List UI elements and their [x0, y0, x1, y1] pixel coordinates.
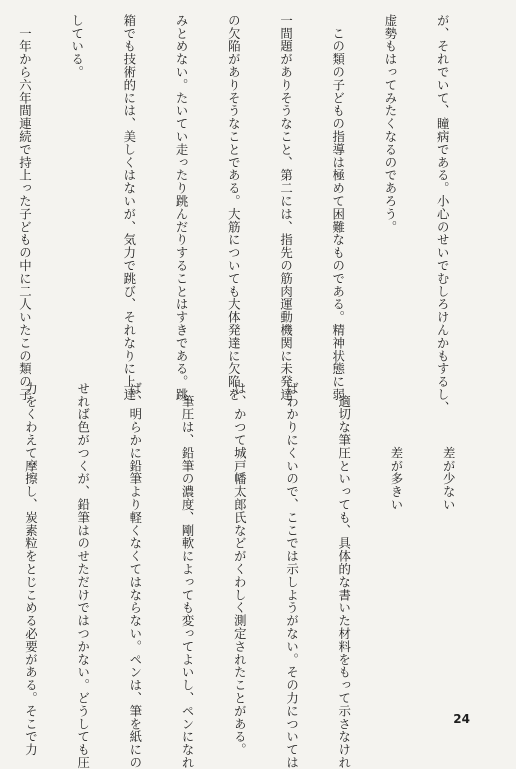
text-column: みとめない。たいてい走ったり跳んだりすることはすきである。跳 — [174, 14, 190, 401]
page-number: 24 — [453, 712, 470, 726]
text-column: している。 — [69, 14, 85, 79]
text-column: は、かつて城戸幡太郎氏などがくわしく測定されたことがある。 — [232, 382, 248, 757]
upper-text-block — [16, 14, 486, 414]
list-item: 差が少ない — [441, 382, 457, 511]
text-column: ばわかりにくいので、ここでは示しようがない。その力については — [284, 382, 300, 769]
text-column: の欠陥がありそうなことである。大筋についても大体発達に欠陥を — [226, 14, 242, 401]
text-column: 力をくわえて摩擦し、炭素粒をとじこめる必要がある。そこで力 — [23, 382, 39, 757]
text-column: 箱でも技術的には、美しくはないが、気力で跳び、それなりに上達 — [121, 14, 137, 401]
text-column: が、それでいて、瞳病である。小心のせいでむしろけんかもするし、 — [435, 14, 451, 414]
text-column: 虚勢もはってみたくなるのであろう。 — [382, 14, 398, 234]
text-column: 一年から六年間連続で持上った子どもの中に二人いたこの類の子 — [17, 14, 33, 401]
text-column: 一間題がありそうなこと、第二には、指先の筋肉運動機関に未発達 — [278, 14, 294, 401]
text-column: 適切な筆圧といっても、具体的な書いた材料をもって示さなけれ — [336, 382, 352, 769]
list-item: 差が多きい — [388, 382, 404, 511]
text-column: せれば色がつくが、鉛筆はのせただけではつかない。どうしても圧 — [75, 382, 91, 769]
text-column: この類の子どもの指導は極めて困難なものである。精神状態に弱 — [330, 14, 346, 401]
text-column: 筆圧は、鉛筆の濃度、剛軟によっても変ってよいし、ペンになれ — [180, 382, 196, 769]
text-column: ば、明らかに鉛筆より軽くなくてはならない。ペンは、筆を紙にの — [127, 382, 143, 769]
